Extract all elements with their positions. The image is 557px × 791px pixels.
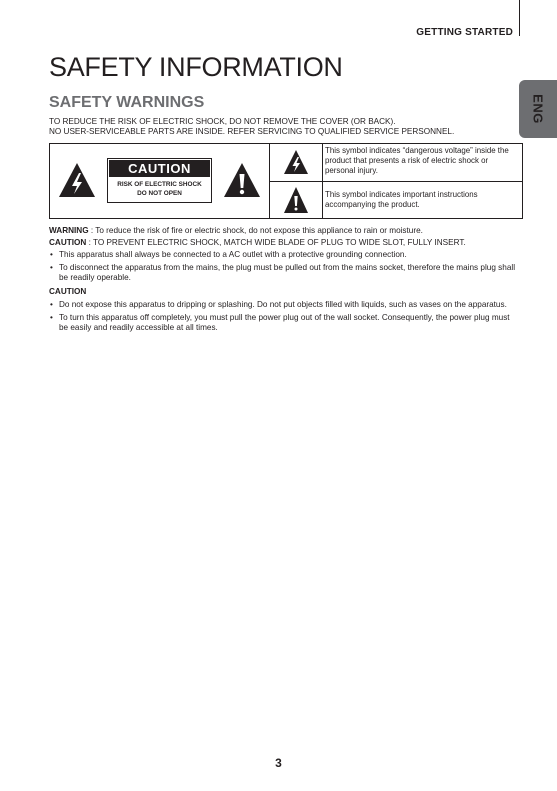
bullet-list (49, 250, 519, 283)
intro-line: NO USER-SERVICEABLE PARTS ARE INSIDE. REFER SERVICING TO QUALIFIED SERVICE PERSONNEL. (49, 127, 455, 136)
caution-label-cell (50, 144, 270, 218)
warning-text: : To reduce the risk of fire or electric shock, do not expose this appliance to rain or moisture. (88, 226, 423, 235)
lightning-triangle-icon (58, 162, 96, 198)
list-item: • To disconnect the apparatus from the mains, the plug must be pulled out from the mains socket, therefore the mains plug shall be readily operable. (49, 263, 519, 283)
page-number: 3 (275, 756, 282, 770)
table-divider (323, 181, 522, 182)
caution-label (107, 158, 212, 203)
intro-text (49, 117, 519, 137)
caution-line-text: : TO PREVENT ELECTRIC SHOCK, MATCH WIDE BLADE OF PLUG TO WIDE SLOT, FULLY INSERT. (86, 238, 466, 247)
list-item: • Do not expose this apparatus to dripping or splashing. Do not put objects filled with liquids, such as vases on the apparatus. (49, 300, 519, 310)
exclamation-triangle-icon (283, 186, 309, 214)
caution-sub-line: RISK OF ELECTRIC SHOCK (117, 181, 202, 188)
safety-body (49, 226, 519, 336)
intro-line: TO REDUCE THE RISK OF ELECTRIC SHOCK, DO NOT REMOVE THE COVER (OR BACK). (49, 117, 396, 126)
header-rule (519, 0, 520, 36)
bullet-list (49, 300, 519, 333)
safety-symbol-table (49, 143, 523, 219)
language-tab-label: ENG (530, 94, 546, 124)
lightning-triangle-icon (283, 149, 309, 175)
language-tab (519, 80, 557, 138)
section-heading: SAFETY WARNINGS (49, 94, 205, 111)
section-label: GETTING STARTED (416, 27, 513, 38)
caution-label-subtitle (108, 180, 211, 198)
warning-label: WARNING (49, 226, 89, 235)
warning-paragraph (49, 226, 519, 236)
dangerous-voltage-description: This symbol indicates “dangerous voltage” inside the product that presents a risk of electric shock or personal injury. (325, 146, 509, 175)
page-title: SAFETY INFORMATION (49, 52, 343, 82)
caution-sub-line: DO NOT OPEN (137, 190, 182, 197)
caution-label-title: CAUTION (109, 160, 210, 177)
symbol-icon-column (269, 144, 323, 218)
instructions-description: This symbol indicates important instructions accompanying the product. (325, 190, 478, 209)
caution-heading: CAUTION (49, 287, 87, 296)
list-item: • To turn this apparatus off completely, you must pull the power plug out of the wall socket. Consequently, the power plug must be easily and readily accessible at all times. (49, 313, 519, 333)
table-divider (269, 181, 322, 182)
exclamation-triangle-icon (223, 162, 261, 198)
caution-line-label: CAUTION (49, 238, 87, 247)
list-item: • This apparatus shall always be connected to a AC outlet with a protective grounding connection. (49, 250, 519, 260)
symbol-description-column (323, 144, 522, 218)
caution-paragraph (49, 238, 519, 248)
